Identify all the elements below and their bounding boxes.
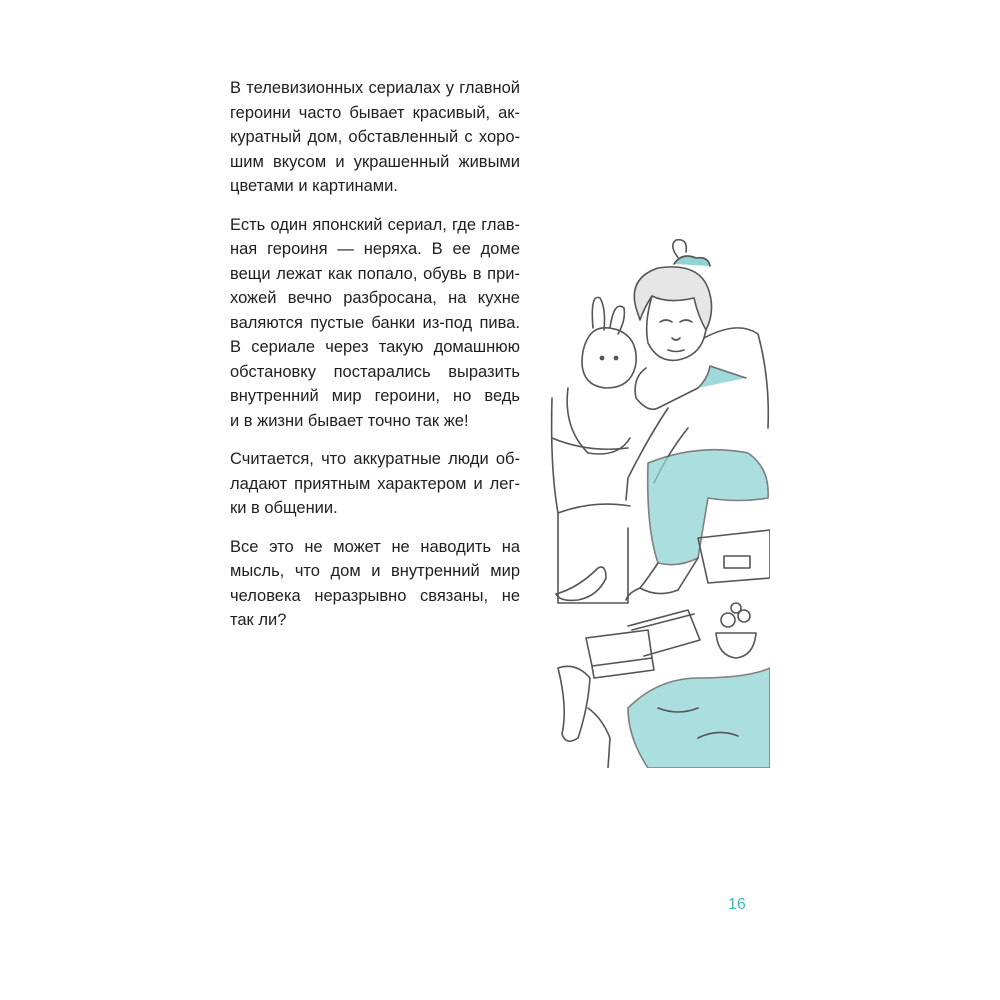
page-number: 16 bbox=[728, 896, 746, 913]
paragraph-1 bbox=[230, 76, 520, 199]
text-line: человека неразрывно связаны, не bbox=[230, 586, 520, 605]
text-line: куратный дом, обставленный с хоро- bbox=[230, 128, 520, 146]
text-line: мысль, что дом и внутренний мир bbox=[230, 562, 520, 580]
bunny-plush bbox=[567, 297, 636, 454]
paragraph-3 bbox=[230, 447, 520, 521]
text-line: шим вкусом и украшенный живыми bbox=[230, 152, 520, 171]
text-line: вещи лежат как попало, обувь в при- bbox=[230, 264, 520, 283]
cardboard-box bbox=[698, 530, 770, 583]
teal-pants bbox=[648, 450, 768, 565]
text-line: ладают приятным характером и лег- bbox=[230, 474, 520, 493]
paragraph-4 bbox=[230, 535, 520, 633]
text-line: валяются пустые банки из-под пива. bbox=[230, 313, 520, 332]
text-line: В телевизионных сериалах у главной bbox=[230, 79, 520, 97]
woman bbox=[626, 240, 768, 600]
flower-pot bbox=[716, 603, 756, 658]
text-line: ки в общении. bbox=[230, 499, 338, 517]
shoe bbox=[556, 567, 606, 600]
text-line: ная героиня — неряха. В ее доме bbox=[230, 240, 520, 258]
text-line: так ли? bbox=[230, 611, 287, 629]
sofa bbox=[552, 398, 628, 603]
text-line: цветами и картинами. bbox=[230, 177, 398, 195]
text-line: Считается, что аккуратные люди об- bbox=[230, 450, 520, 468]
clothes-pile bbox=[558, 666, 770, 768]
messy-room-illustration bbox=[548, 238, 770, 768]
text-line: героини часто бывает красивый, ак- bbox=[230, 103, 520, 122]
paragraph-2 bbox=[230, 213, 520, 434]
text-line: Все это не может не наводить на bbox=[230, 537, 520, 556]
text-line: и в жизни бывает точно так же! bbox=[230, 411, 469, 430]
text-line: Есть один японский сериал, где глав- bbox=[230, 215, 520, 234]
text-line: хожей вечно разбросана, на кухне bbox=[230, 289, 520, 307]
text-line: внутренний мир героини, но ведь bbox=[230, 387, 520, 405]
book-stack bbox=[586, 610, 700, 678]
main-text bbox=[230, 76, 520, 647]
text-line: обстановку постарались выразить bbox=[230, 362, 520, 381]
text-line: В сериале через такую домашнюю bbox=[230, 338, 520, 356]
